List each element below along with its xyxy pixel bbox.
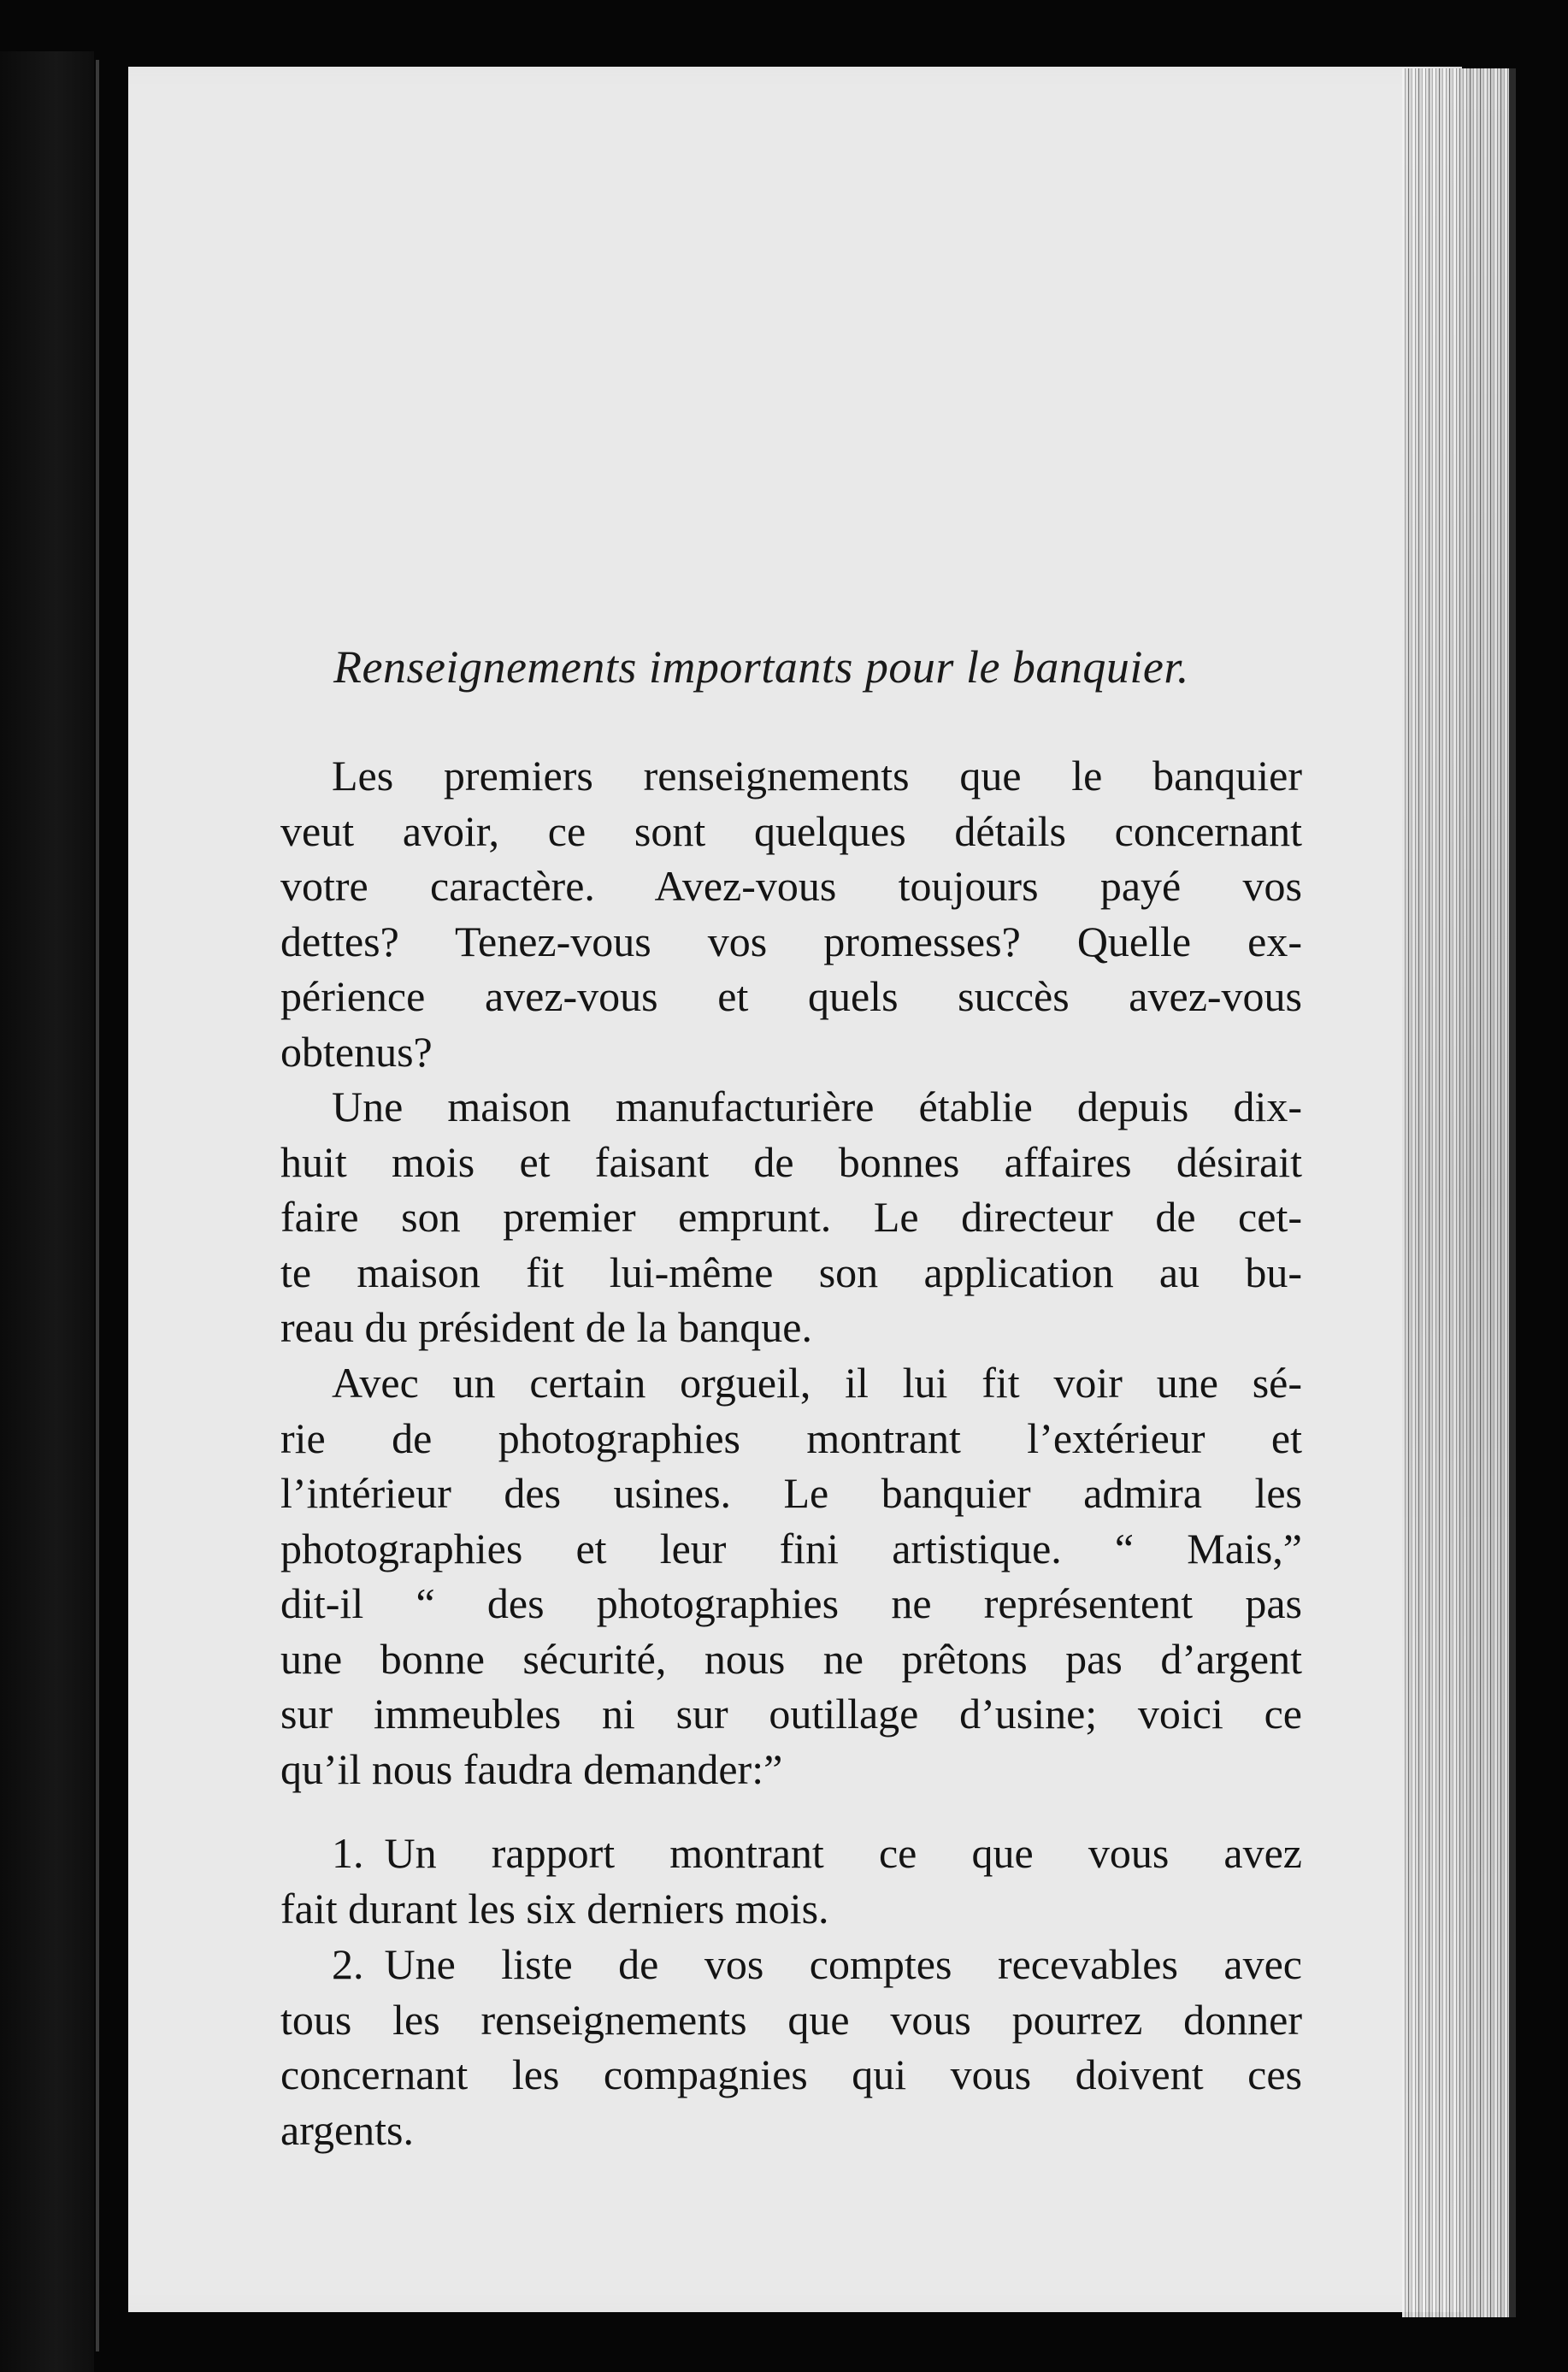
text-line: périence avez-vous et quels succès avez-vous [280, 972, 1302, 1020]
list-number: 1. [332, 1829, 364, 1877]
text-line: reau du président de la banque. [280, 1303, 812, 1351]
stacked-page-edges [1402, 68, 1509, 2317]
section-heading: Renseignements importants pour le banquier. [333, 641, 1189, 693]
text-line: te maison fit lui-même son application au bu- [280, 1248, 1302, 1296]
text-line: Une maison manufacturière établie depuis dix- [332, 1083, 1302, 1130]
text-line: dettes? Tenez-vous vos promesses? Quelle ex- [280, 917, 1302, 965]
text-line: dit-il “ des photographies ne représentent pas [280, 1579, 1302, 1627]
paragraph-3 [280, 1355, 1302, 1797]
text-line: obtenus? [280, 1027, 433, 1076]
text-line: l’intérieur des usines. Le banquier admira les [280, 1469, 1302, 1517]
paragraph-2 [280, 1079, 1302, 1355]
binding-edge [96, 60, 99, 2351]
text-line: 1. Un rapport montrant ce que vous avez [280, 1826, 1302, 1881]
paragraph-1 [280, 748, 1302, 1079]
page-shadow [1509, 68, 1516, 2317]
text-line: concernant les compagnies qui vous doivent ces [280, 2050, 1302, 2098]
text-line: rie de photographies montrant l’extérieur et [280, 1413, 1302, 1462]
list-item-1 [280, 1826, 1302, 1936]
text-line: une bonne sécurité, nous ne prêtons pas d’argent [280, 1634, 1302, 1683]
text-line: Avec un certain orgueil, il lui fit voir une sé- [332, 1359, 1302, 1407]
text-line: photographies et leur fini artistique. “ Mais,” [280, 1524, 1302, 1572]
text-line: 2. Une liste de vos comptes recevables avec [280, 1937, 1302, 1992]
text-line: fait durant les six derniers mois. [280, 1884, 829, 1932]
text-line: tous les renseignements que vous pourrez donner [280, 1995, 1302, 2044]
previous-page-edge [0, 51, 94, 2372]
text-line: qu’il nous faudra demander:” [280, 1744, 783, 1793]
text-line: votre caractère. Avez-vous toujours payé vos [280, 862, 1302, 910]
list-item-2 [280, 1937, 1302, 2157]
text-line: sur immeubles ni sur outillage d’usine; voici ce [280, 1690, 1302, 1738]
text-line: faire son premier emprunt. Le directeur de cet- [280, 1193, 1302, 1241]
text-line: veut avoir, ce sont quelques détails concernant [280, 806, 1302, 855]
list-number: 2. [332, 1940, 364, 1988]
text-line: argents. [280, 2105, 414, 2154]
text-line: huit mois et faisant de bonnes affaires désirait [280, 1137, 1302, 1186]
text-line: Les premiers renseignements que le banquier [332, 752, 1302, 800]
